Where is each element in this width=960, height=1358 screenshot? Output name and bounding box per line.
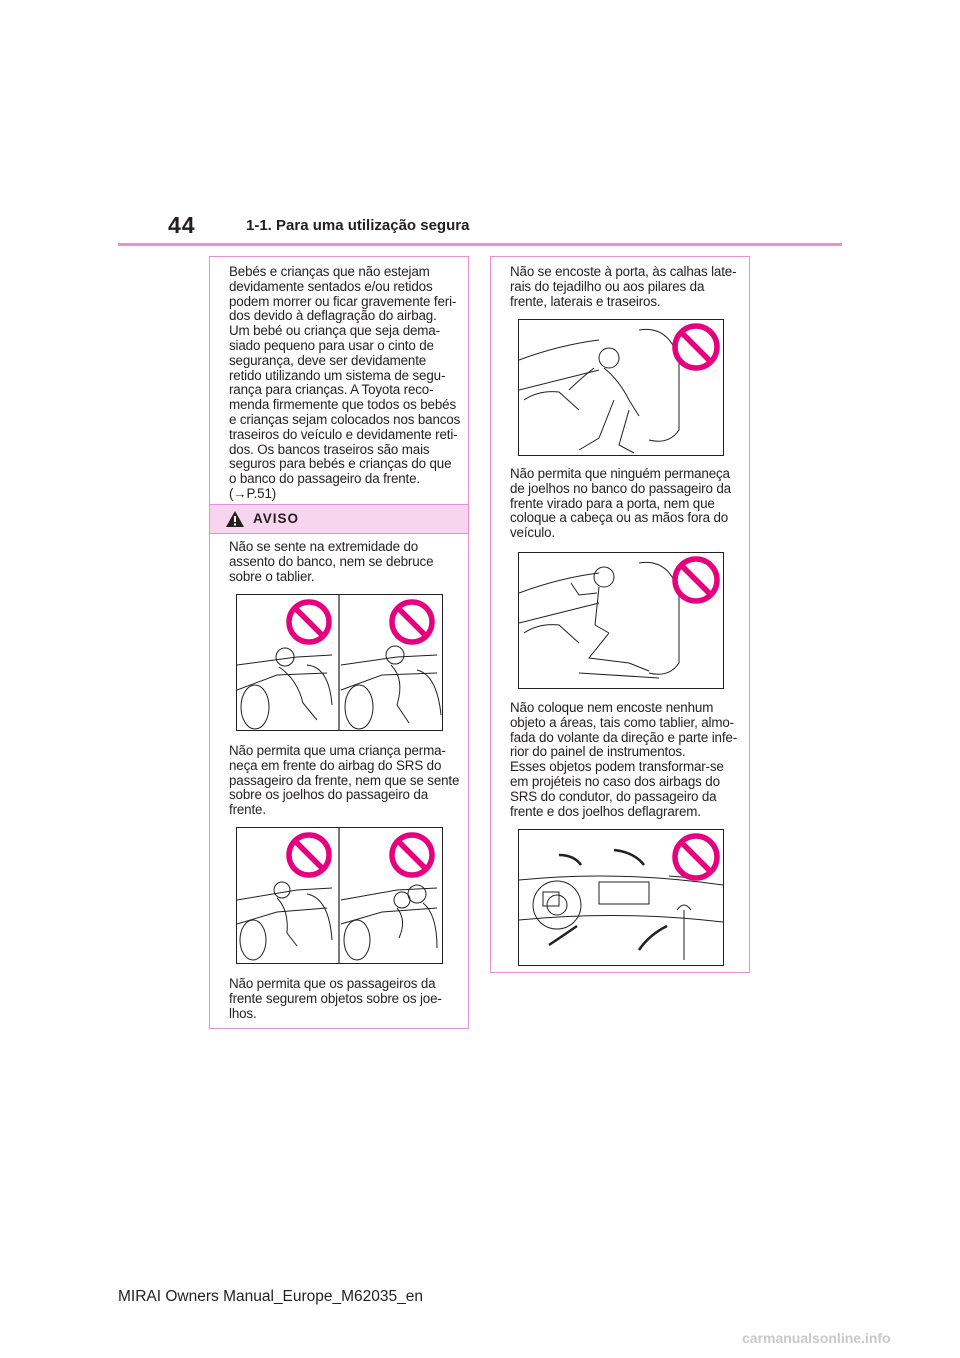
section-title: 1-1. Para uma utilização segura <box>246 217 470 234</box>
illustration-objects-on-dashboard <box>518 829 724 966</box>
header-rule <box>118 243 842 246</box>
aviso-label: AVISO <box>253 511 300 526</box>
prohibition-icon <box>675 326 717 368</box>
warning-text-edge-of-seat: Não se sente na extremidade do assento do banco, nem se debruce sobre o tablier. <box>229 539 434 584</box>
watermark: carmanualsonline.info <box>742 1330 891 1346</box>
prohibition-icon <box>392 835 432 875</box>
prohibition-icon <box>675 559 717 601</box>
prohibition-icon <box>392 602 432 642</box>
footer-manual-id: MIRAI Owners Manual_Europe_M62035_en <box>118 1288 424 1305</box>
warning-text-objects-on-dashboard: Não coloque nem encoste nenhum objeto a áreas, tais como tablier, almo- fada do volante da direção e parte infe- rior do painel de instrumentos. Esses objetos podem transformar-se em projéteis no caso dos airbags do SRS do condutor, do passageiro da frente e dos joelhos deflagrarem. <box>510 700 738 819</box>
aviso-header <box>210 504 468 534</box>
warning-triangle-icon <box>225 510 245 528</box>
illustration-leaning-on-door <box>518 319 724 456</box>
illustration-child-front-seat <box>236 827 443 964</box>
prohibition-icon <box>675 836 717 878</box>
prohibition-icon <box>289 602 329 642</box>
warning-text-child-in-front-of-airbag: Não permita que uma criança perma- neça em frente do airbag do SRS do passageiro da frente, nem que se sente sobre os joelhos do passageiro da frente. <box>229 743 460 818</box>
left-warning-column <box>209 256 469 1029</box>
right-warning-column <box>490 256 750 973</box>
intro-text: Bebés e crianças que não estejam devidamente sentados e/ou retidos podem morrer ou ficar gravemente feri- dos devido à deflagração do airbag. Um bebé ou criança que seja dema- siado pequeno para usar o cinto de segurança, deve ser devidamente retido utilizando um sistema de segu- rança para crianças. A Toyota reco- menda firmemente que todos os bebés e crianças sejam colocados nos bancos traseiros do veículo e devidamente reti- dos. Os bancos traseiros são mais seguros para bebés e crianças do que o banco do passageiro da frente. (→P.51) <box>229 264 461 501</box>
warning-text-objects-on-lap: Não permita que os passageiros da frente segurem objetos sobre os joe- lhos. <box>229 976 442 1021</box>
page-number: 44 <box>168 212 196 238</box>
illustration-kneeling-on-seat <box>518 552 724 689</box>
illustration-leaning-on-dashboard <box>236 594 443 731</box>
warning-text-kneeling-on-seat: Não permita que ninguém permaneça de joelhos no banco do passageiro da frente virado para a porta, nem que coloque a cabeça ou as mãos fora do veículo. <box>510 466 731 541</box>
prohibition-icon <box>289 835 329 875</box>
warning-text-leaning-on-door: Não se encoste à porta, às calhas late- rais do tejadilho ou aos pilares da frente, laterais e traseiros. <box>510 264 737 309</box>
